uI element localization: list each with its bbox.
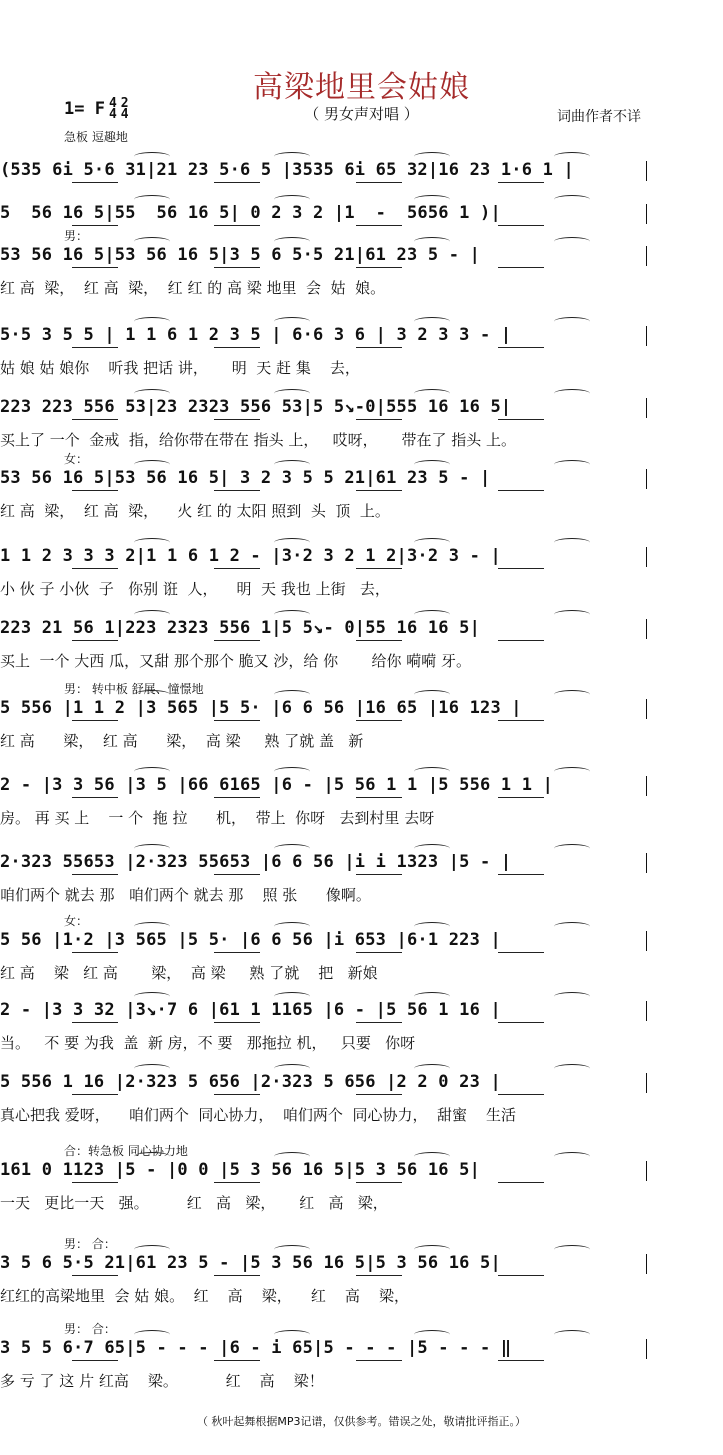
- beam-underline: [498, 490, 544, 491]
- beam-underline: [356, 1182, 402, 1183]
- beam-underline: [72, 267, 118, 268]
- beam-underline: [498, 952, 544, 953]
- slur-mark: [414, 610, 450, 619]
- slur-mark: [274, 690, 310, 699]
- notation-line: 1 1 2 3 3 3 2|1 1 6 1 2 - |3·2 3 2 1 2|3·2 3 - |: [0, 546, 501, 566]
- barline: [646, 398, 647, 418]
- beam-underline: [498, 1275, 544, 1276]
- slur-mark: [554, 1064, 590, 1073]
- slur-mark: [414, 460, 450, 469]
- beam-underline: [356, 1360, 402, 1361]
- beam-underline: [356, 490, 402, 491]
- lyric-line: 红 高 梁 红 高 梁， 高 梁 熟 了就 把 新娘: [0, 964, 378, 982]
- slur-mark: [134, 992, 170, 1001]
- slur-mark: [554, 610, 590, 619]
- slur-mark: [274, 922, 310, 931]
- beam-underline: [72, 1182, 118, 1183]
- slur-mark: [134, 317, 170, 326]
- beam-underline: [72, 568, 118, 569]
- lyric-line: 买上 一个 大西 瓜，又甜 那个那个 脆又 沙，给 你 给你 嗬嗬 牙。: [0, 652, 472, 670]
- slur-mark: [414, 1330, 450, 1339]
- beam-underline: [214, 797, 260, 798]
- notation-line: 5 556 1 16 |2·323 5 656 |2·323 5 656 |2 2 0 23 |: [0, 1072, 501, 1092]
- notation-line: 2·323 55653 |2·323 55653 |6 6 56 |i i 1323 |5 - |: [0, 852, 512, 872]
- slur-mark: [274, 844, 310, 853]
- beam-underline: [498, 568, 544, 569]
- barline: [646, 1073, 647, 1093]
- beam-underline: [498, 1182, 544, 1183]
- slur-mark: [554, 195, 590, 204]
- beam-underline: [72, 952, 118, 953]
- slur-mark: [274, 195, 310, 204]
- slur-mark: [414, 1152, 450, 1161]
- slur-mark: [414, 1245, 450, 1254]
- slur-mark: [414, 317, 450, 326]
- beam-underline: [356, 225, 402, 226]
- beam-underline: [356, 568, 402, 569]
- beam-underline: [356, 640, 402, 641]
- beam-underline: [498, 1022, 544, 1023]
- slur-mark: [134, 1152, 170, 1161]
- slur-mark: [134, 237, 170, 246]
- beam-underline: [498, 182, 544, 183]
- beam-underline: [72, 1022, 118, 1023]
- beam-underline: [214, 640, 260, 641]
- voice-tag: 男：: [64, 229, 89, 243]
- beam-underline: [214, 267, 260, 268]
- slur-mark: [414, 992, 450, 1001]
- song-subtitle: （ 男女声对唱 ）: [304, 105, 419, 123]
- beam-underline: [498, 720, 544, 721]
- beam-underline: [214, 720, 260, 721]
- slur-mark: [554, 389, 590, 398]
- slur-mark: [274, 389, 310, 398]
- beam-underline: [214, 1094, 260, 1095]
- beam-underline: [498, 419, 544, 420]
- slur-mark: [134, 1064, 170, 1073]
- notation-line: 53 56 16 5|53 56 16 5| 3 2 3 5 5 21|61 23 5 - |: [0, 468, 491, 488]
- beam-underline: [214, 874, 260, 875]
- lyric-line: 一天 更比一天 强。 红 高 梁， 红 高 梁，: [0, 1194, 388, 1212]
- slur-mark: [274, 538, 310, 547]
- notation-line: 161 0 1123 |5 - |0 0 |5 3 56 16 5|5 3 56 16 5|: [0, 1160, 481, 1180]
- beam-underline: [214, 952, 260, 953]
- slur-mark: [134, 1330, 170, 1339]
- beam-underline: [72, 797, 118, 798]
- lyric-line: 买上了 一个 金戒 指，给你带在带在 指头 上， 哎呀， 带在了 指头 上。: [0, 431, 517, 449]
- barline: [646, 1254, 647, 1274]
- slur-mark: [134, 610, 170, 619]
- beam-underline: [356, 1094, 402, 1095]
- notation-line: 5·5 3 5 5 | 1 1 6 1 2 3 5 | 6·6 3 6 | 3 2 3 3 - |: [0, 325, 512, 345]
- slur-mark: [554, 538, 590, 547]
- notation-line: 223 223 556 53|23 2323 556 53|5 5↘-0|555 16 16 5|: [0, 397, 512, 417]
- beam-underline: [214, 1022, 260, 1023]
- beam-underline: [214, 1182, 260, 1183]
- notation-line: 5 56 16 5|55 56 16 5| 0 2 3 2 |1 - 5656 1 )|: [0, 203, 501, 223]
- beam-underline: [356, 720, 402, 721]
- barline: [646, 931, 647, 951]
- beam-underline: [356, 267, 402, 268]
- barline: [646, 161, 647, 181]
- barline: [646, 326, 647, 346]
- barline: [646, 776, 647, 796]
- barline: [646, 1001, 647, 1021]
- lyric-line: 咱们两个 就去 那 咱们两个 就去 那 照 张 像啊。: [0, 886, 371, 904]
- time-signature-1: [109, 98, 117, 120]
- slur-mark: [414, 152, 450, 161]
- key-signature: [64, 98, 129, 120]
- beam-underline: [72, 874, 118, 875]
- slur-mark: [134, 1245, 170, 1254]
- slur-mark: [554, 767, 590, 776]
- slur-mark: [274, 610, 310, 619]
- slur-mark: [274, 992, 310, 1001]
- slur-mark: [554, 1152, 590, 1161]
- beam-underline: [356, 347, 402, 348]
- barline: [646, 246, 647, 266]
- beam-underline: [72, 182, 118, 183]
- beam-underline: [72, 490, 118, 491]
- slur-mark: [554, 992, 590, 1001]
- slur-mark: [554, 237, 590, 246]
- voice-tag: 男： 合：: [64, 1237, 116, 1251]
- slur-mark: [134, 690, 170, 699]
- lyric-line: 红 高 梁， 红 高 梁， 火 红 的 太阳 照到 头 顶 上。: [0, 502, 390, 520]
- slur-mark: [554, 317, 590, 326]
- barline: [646, 547, 647, 567]
- lyric-line: 当。 不 要 为我 盖 新 房，不 要 那拖拉 机， 只要 你呀: [0, 1034, 416, 1052]
- beam-underline: [356, 419, 402, 420]
- slur-mark: [134, 767, 170, 776]
- slur-mark: [554, 460, 590, 469]
- beam-underline: [498, 347, 544, 348]
- notation-line: 5 556 |1 1 2 |3 565 |5 5· |6 6 56 |16 65 |16 123 |: [0, 698, 522, 718]
- notation-line: 2 - |3 3 56 |3 5 |66 6165 |6 - |5 56 1 1 |5 556 1 1 |: [0, 775, 554, 795]
- beam-underline: [72, 1360, 118, 1361]
- lyric-line: 多 亏 了 这 片 红高 梁。 红 高 梁！: [0, 1372, 324, 1390]
- beam-underline: [72, 640, 118, 641]
- slur-mark: [274, 1245, 310, 1254]
- slur-mark: [414, 237, 450, 246]
- slur-mark: [414, 922, 450, 931]
- beam-underline: [356, 797, 402, 798]
- beam-underline: [498, 1094, 544, 1095]
- beam-underline: [498, 225, 544, 226]
- beam-underline: [72, 347, 118, 348]
- beam-underline: [214, 225, 260, 226]
- notation-line: 53 56 16 5|53 56 16 5|3 5 6 5·5 21|61 23 5 - |: [0, 245, 481, 265]
- beam-underline: [498, 797, 544, 798]
- slur-mark: [134, 460, 170, 469]
- ts1-top: 4: [108, 96, 117, 111]
- slur-mark: [134, 389, 170, 398]
- slur-mark: [414, 767, 450, 776]
- voice-tag: 女：: [64, 914, 89, 928]
- beam-underline: [214, 1360, 260, 1361]
- beam-underline: [214, 182, 260, 183]
- beam-underline: [72, 419, 118, 420]
- notation-line: 223 21 56 1|223 2323 556 1|5 5↘- 0|55 16 16 5|: [0, 618, 481, 638]
- credits: 词曲作者不详: [557, 109, 641, 125]
- time-signature-2: [121, 98, 129, 120]
- beam-underline: [72, 720, 118, 721]
- song-title: 高梁地里会姑娘: [253, 70, 470, 105]
- beam-underline: [214, 347, 260, 348]
- beam-underline: [72, 225, 118, 226]
- barline: [646, 204, 647, 224]
- beam-underline: [498, 640, 544, 641]
- beam-underline: [72, 1275, 118, 1276]
- tempo-marking: 急板 逗趣地: [64, 130, 128, 144]
- beam-underline: [214, 568, 260, 569]
- notation-line: 3 5 6 5·5 21|61 23 5 - |5 3 56 16 5|5 3 56 16 5|: [0, 1253, 501, 1273]
- beam-underline: [356, 952, 402, 953]
- slur-mark: [414, 538, 450, 547]
- lyric-line: 房。 再 买 上 一 个 拖 拉 机， 带上 你呀 去到村里 去呀: [0, 809, 435, 827]
- ts2-top: 2: [120, 96, 129, 111]
- beam-underline: [356, 182, 402, 183]
- lyric-line: 红 高 梁， 红 高 梁， 高 梁 熟 了就 盖 新: [0, 732, 364, 750]
- slur-mark: [274, 460, 310, 469]
- voice-tag: 男： 转中板 舒展、憧憬地: [64, 682, 204, 696]
- barline: [646, 1161, 647, 1181]
- beam-underline: [214, 1275, 260, 1276]
- lyric-line: 小 伙 子 小伙 子 你别 诳 人， 明 天 我也 上街 去，: [0, 580, 390, 598]
- beam-underline: [498, 267, 544, 268]
- slur-mark: [414, 389, 450, 398]
- beam-underline: [214, 490, 260, 491]
- slur-mark: [134, 195, 170, 204]
- slur-mark: [274, 767, 310, 776]
- beam-underline: [356, 874, 402, 875]
- beam-underline: [356, 1022, 402, 1023]
- voice-tag: 女：: [64, 452, 89, 466]
- slur-mark: [554, 1330, 590, 1339]
- slur-mark: [274, 1152, 310, 1161]
- slur-mark: [134, 922, 170, 931]
- lyric-line: 真心把我 爱呀， 咱们两个 同心协力， 咱们两个 同心协力， 甜蜜 生活: [0, 1106, 517, 1124]
- slur-mark: [554, 922, 590, 931]
- slur-mark: [274, 237, 310, 246]
- beam-underline: [214, 419, 260, 420]
- notation-line: 2 - |3 3 32 |3↘·7 6 |61 1 1165 |6 - |5 56 1 16 |: [0, 1000, 501, 1020]
- notation-line: 3 5 5 6·7 65|5 - - - |6 - i 65|5 - - - |5 - - - ‖: [0, 1338, 512, 1358]
- slur-mark: [554, 152, 590, 161]
- slur-mark: [134, 152, 170, 161]
- voice-tag: 合：转急板 同心协力地: [64, 1144, 188, 1158]
- barline: [646, 469, 647, 489]
- ts2-bottom: 4: [120, 107, 129, 122]
- lyric-line: 红红的高梁地里 会 姑 娘。 红 高 梁， 红 高 梁，: [0, 1287, 409, 1305]
- slur-mark: [414, 1064, 450, 1073]
- slur-mark: [554, 844, 590, 853]
- slur-mark: [274, 317, 310, 326]
- notation-line: (535 6i 5·6 31|21 23 5·6 5 |3535 6i 65 32|16 23 1·6 1 |: [0, 160, 574, 180]
- lyric-line: 姑 娘 姑 娘你 听我 把话 讲， 明 天 赶 集 去，: [0, 359, 360, 377]
- key-label: 1= F: [64, 99, 105, 119]
- beam-underline: [498, 1360, 544, 1361]
- barline: [646, 853, 647, 873]
- lyric-line: 红 高 梁， 红 高 梁， 红 红 的 高 梁 地里 会 姑 娘。: [0, 279, 386, 297]
- notation-line: 5 56 |1·2 |3 565 |5 5· |6 6 56 |i 653 |6·1 223 |: [0, 930, 501, 950]
- slur-mark: [274, 1330, 310, 1339]
- beam-underline: [498, 874, 544, 875]
- slur-mark: [274, 1064, 310, 1073]
- slur-mark: [414, 690, 450, 699]
- ts1-bottom: 4: [108, 107, 117, 122]
- barline: [646, 1339, 647, 1359]
- slur-mark: [134, 844, 170, 853]
- barline: [646, 699, 647, 719]
- barline: [646, 619, 647, 639]
- beam-underline: [356, 1275, 402, 1276]
- slur-mark: [274, 152, 310, 161]
- footer-note: （ 秋叶起舞根据MP3记谱，仅供参考。错误之处，敬请批评指正。）: [196, 1415, 527, 1428]
- slur-mark: [414, 844, 450, 853]
- beam-underline: [72, 1094, 118, 1095]
- slur-mark: [554, 1245, 590, 1254]
- slur-mark: [414, 195, 450, 204]
- slur-mark: [134, 538, 170, 547]
- voice-tag: 男： 合：: [64, 1322, 116, 1336]
- slur-mark: [554, 690, 590, 699]
